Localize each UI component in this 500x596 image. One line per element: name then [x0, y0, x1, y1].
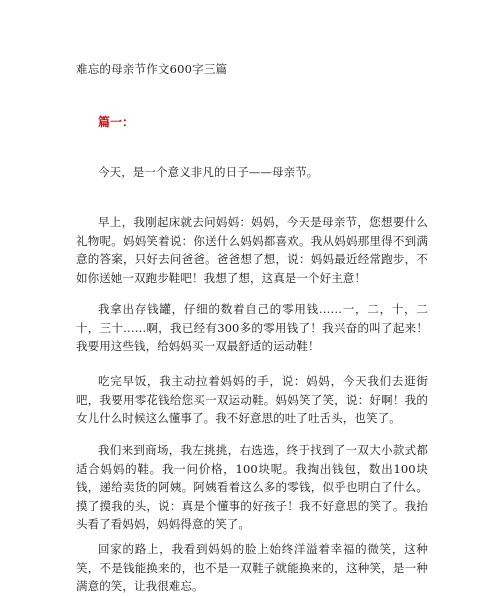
paragraph-5: 我们来到商场，我左挑挑，右选选，终于找到了一双大小款式都适合妈妈的鞋。我一问价格，100块呢。我掏出钱包，数出100块钱，递给卖货的阿姨。阿姨看着这么多的零钱，似乎也明白了什么。摸了摸我的头，说：真是个懂事的好孩子！我不好意思的笑了。我抬头看了看妈妈，妈妈得意的笑了。	[76, 443, 428, 531]
paragraph-4: 吃完早饭，我主动拉着妈妈的手，说：妈妈，今天我们去逛街吧，我要用零花钱给您买一双运动鞋。妈妈笑了笑，说：好啊！我的女儿什么时候这么懂事了。我不好意思的吐了吐舌头，也笑了。	[76, 374, 428, 425]
document-title: 难忘的母亲节作文600字三篇	[76, 62, 228, 76]
paragraph-6: 回家的路上，我看到妈妈的脸上始终洋溢着幸福的微笑，这种笑，不是钱能换来的，也不是一双鞋子就能换来的，这种笑，是一种满意的笑，让我很难忘。	[76, 542, 428, 593]
paragraph-1: 今天，是一个意义非凡的日子——母亲节。	[98, 165, 319, 179]
paragraph-2: 早上，我刚起床就去问妈妈：妈妈，今天是母亲节，您想要什么礼物呢。妈妈笑着说：你送什么妈妈都喜欢。我从妈妈那里得不到满意的答案，只好去问爸爸。爸爸想了想，说：妈妈最近经常跑步，不如你送她一双跑步鞋吧！我想了想，这真是一个好主意！	[76, 215, 428, 285]
section-heading: 篇一：	[98, 115, 135, 129]
paragraph-3: 我拿出存钱罐，仔细的数着自己的零用钱……一，二，十，二十，三十……啊，我已经有300多的零用钱了！我兴奋的叫了起来！我要用这些钱，给妈妈买一双最舒适的运动鞋！	[76, 302, 428, 353]
